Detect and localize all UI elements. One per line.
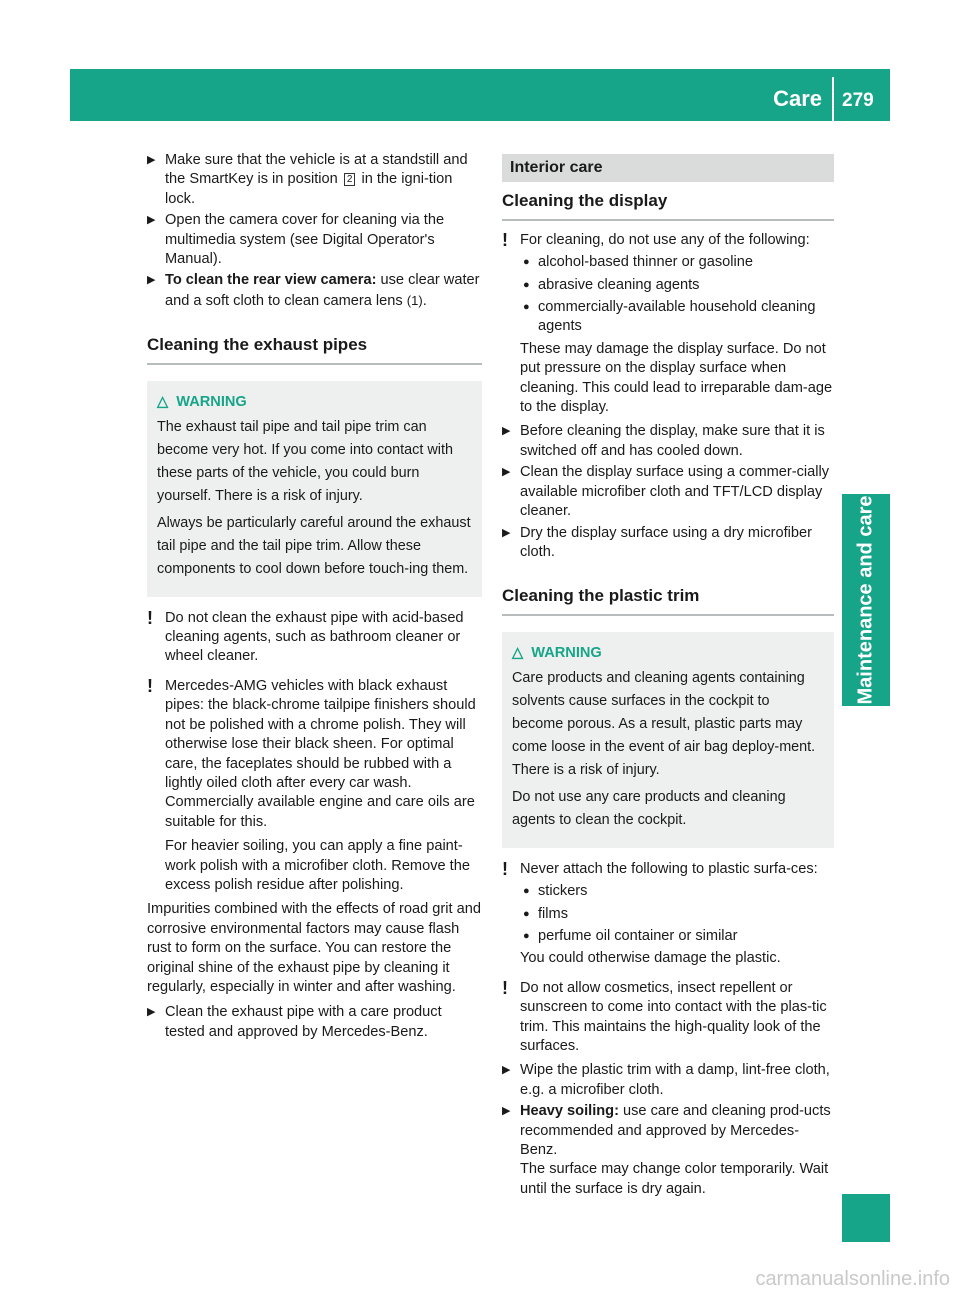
side-square-marker [842, 1194, 890, 1242]
exclamation-icon: ! [147, 607, 153, 628]
interior-care-bar: Interior care [502, 154, 834, 182]
step: ▶ Wipe the plastic trim with a damp, lint-free cloth, e.g. a microfiber cloth. [502, 1062, 830, 1098]
display-heading: Cleaning the display [502, 191, 834, 220]
exclamation-icon: ! [147, 675, 153, 696]
circled-1-icon: (1) [406, 292, 423, 308]
warning-text: Do not use any care products and cleaning agents to clean the cockpit. [512, 788, 786, 828]
arrow-icon: ▶ [502, 526, 511, 539]
page-number: 279 [842, 90, 874, 111]
warning-box [147, 381, 482, 597]
bullet-icon: ● [523, 278, 530, 291]
plastic-trim-heading: Cleaning the plastic trim [502, 586, 834, 615]
exclamation-icon: ! [502, 977, 508, 998]
header-separator [832, 77, 834, 121]
warning-text: Care products and cleaning agents containing solvents cause surfaces in the cockpit to become porous. As a result, plastic parts may come loose in the event of air bag deploy-ment. There is a risk of injury. [512, 669, 816, 778]
list-item: ● films [520, 905, 834, 924]
bullet-icon: ● [523, 885, 530, 898]
bullet-icon: ● [523, 929, 530, 942]
step: ▶ Clean the exhaust pipe with a care product tested and approved by Mercedes-Benz. [147, 1004, 442, 1040]
exclamation-icon: ! [502, 229, 508, 250]
step: ▶ Dry the display surface using a dry microfiber cloth. [502, 524, 812, 560]
note: ! Do not allow cosmetics, insect repellent or sunscreen to come into contact with the plas-tic trim. This maintains the high-quality look of the surfaces. [502, 977, 827, 1054]
position-2-icon: 2 [344, 173, 356, 186]
warning-box [502, 632, 834, 848]
step: ▶ To clean the rear view camera: use clear water and a soft cloth to clean camera lens (1). [147, 272, 480, 309]
step: ▶ Heavy soiling: use care and cleaning prod-ucts recommended and approved by Mercedes-Benz. The surface may change color temporarily. Wait until the surface is dry again. [502, 1103, 831, 1197]
arrow-icon: ▶ [502, 1064, 511, 1077]
arrow-icon: ▶ [502, 425, 511, 438]
list-item: ● alcohol-based thinner or gasoline [520, 253, 834, 272]
warning-triangle-icon: △ [512, 644, 524, 661]
exclamation-icon: ! [502, 858, 508, 879]
step: ▶ Before cleaning the display, make sure that it is switched off and has cooled down. [502, 423, 825, 459]
arrow-icon: ▶ [147, 154, 156, 166]
watermark: carmanualsonline.info [755, 1268, 950, 1290]
list-item: ● perfume oil container or similar [520, 927, 834, 946]
note: ! Never attach the following to plastic surfa-ces: ● stickers ● films ● perfume oil container or similar You could otherwise damage the plastic. [502, 860, 834, 969]
arrow-icon: ▶ [502, 1105, 511, 1118]
side-tab-label: Maintenance and care [854, 495, 877, 705]
warning-text: The exhaust tail pipe and tail pipe trim can become very hot. If you come into contact with these parts of the vehicle, you could burn yourself. There is a risk of injury. [157, 418, 453, 504]
bullet-icon: ● [523, 256, 530, 269]
arrow-icon: ▶ [147, 1006, 156, 1019]
step: ▶ Open the camera cover for cleaning via the multimedia system (see Digital Operator's Manual). [147, 212, 445, 268]
right-column [502, 154, 834, 1201]
note: ! Mercedes-AMG vehicles with black exhaust pipes: the black-chrome tailpipe finishers should not be polished with a chrome polish. They will otherwise lose their black sheen. For optimal care, the faceplates should be rubbed with a lightly oiled cloth after every car wash. Commercially available engine and care oils are suitable for this. For heavier soiling, you can apply a fine paint-work polish with a microfiber cloth. Remove the excess polish residue after polishing. [147, 675, 476, 893]
section-title: Care [773, 86, 822, 111]
list-item: ● stickers [520, 882, 834, 901]
bullet-icon: ● [523, 301, 530, 314]
note: ! For cleaning, do not use any of the following: ● alcohol-based thinner or gasoline ● abrasive cleaning agents ● commercially-available household cleaning agents These may damage the display surface. Do not put pressure on the display surface when cleaning. This could lead to irreparable dam-age to the display. [502, 229, 833, 416]
warning-triangle-icon: △ [157, 393, 169, 410]
step: ▶ Make sure that the vehicle is at a standstill and the SmartKey is in position 2 in the igni-tion lock. [147, 152, 468, 207]
step: ▶ Clean the display surface using a commer-cially available microfiber cloth and TFT/LCD display cleaner. [502, 464, 830, 520]
exhaust-heading: Cleaning the exhaust pipes [147, 335, 482, 364]
list-item: ● abrasive cleaning agents [520, 276, 834, 295]
side-tab [842, 494, 890, 706]
bullet-icon: ● [523, 907, 530, 920]
warning-title: △ WARNING [157, 391, 472, 414]
arrow-icon: ▶ [502, 466, 511, 479]
arrow-icon: ▶ [147, 274, 156, 287]
paragraph: Impurities combined with the effects of road grit and corrosive environmental factors may cause flash rust to form on the surface. You can restore the original shine of the exhaust pipe by cleaning it regularly, especially in winter and after washing. [147, 901, 481, 995]
left-column [147, 151, 482, 1044]
warning-title: △ WARNING [512, 642, 824, 665]
arrow-icon: ▶ [147, 214, 156, 227]
warning-text: Always be particularly careful around the exhaust tail pipe and the tail pipe trim. Allow these components to cool down before touch-ing them. [157, 514, 471, 577]
list-item: ● commercially-available household cleaning agents [523, 299, 816, 335]
note: ! Do not clean the exhaust pipe with acid-based cleaning agents, such as bathroom cleaner or wheel cleaner. [147, 607, 464, 665]
